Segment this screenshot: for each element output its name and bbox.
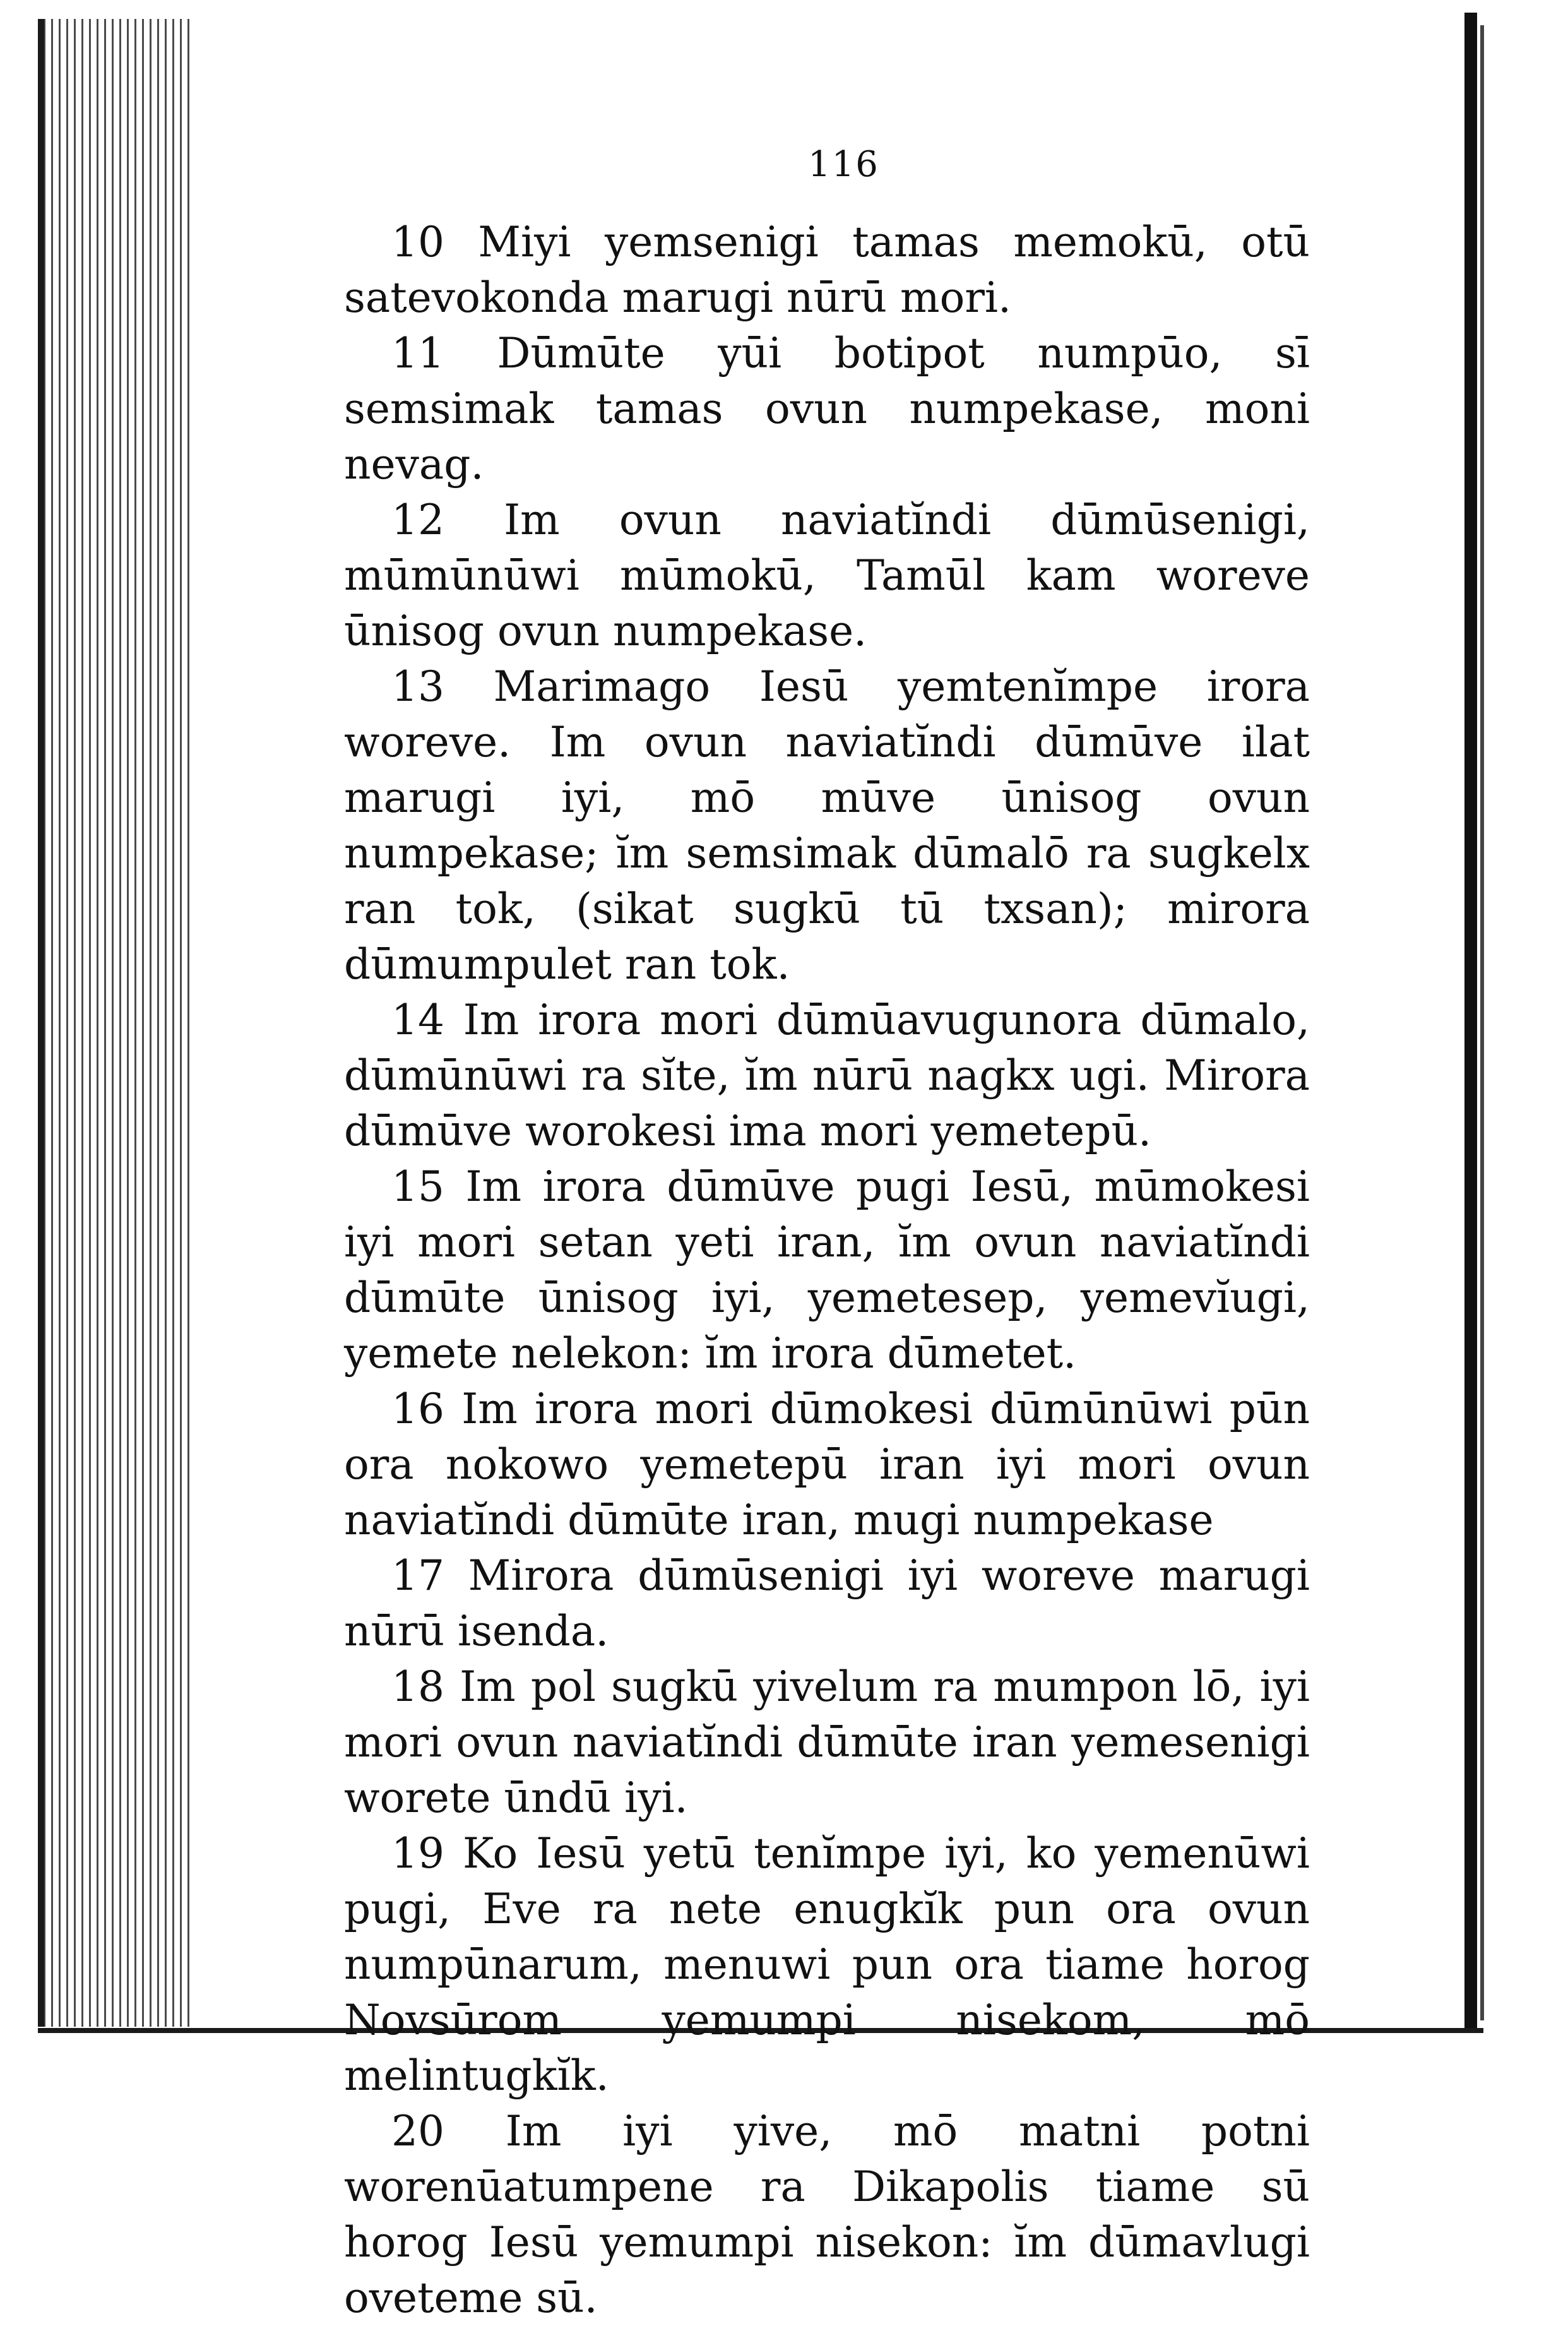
verse-20: 20 Im iyi yive, mō matni potni worenūatumpene ra Dikapolis tiame sū horog Iesū yemumpi nisekon: ĭm dūmavlugi oveteme sū. (344, 2107, 1310, 2322)
verse-10: 10 Miyi yemsenigi tamas memokū, otū satevokonda marugi nūrū mori. (344, 218, 1310, 322)
verse-15: 15 Im irora dūmūve pugi Iesū, mūmokesi iyi mori setan yeti iran, ĭm ovun naviatĭndi dūmūte ūnisog iyi, yemetesep, yemevĭugi, yemete nelekon: ĭm irora dūmetet. (344, 1162, 1310, 1378)
book-cover-edge (38, 19, 44, 2027)
verse-18: 18 Im pol sugkū yivelum ra mumpon lō, iyi mori ovun naviatĭndi dūmūte iran yemesenigi worete ūndū iyi. (344, 1662, 1310, 1822)
verse-11: 11 Dūmūte yūi botipot numpūo, sī semsimak tamas ovun numpekase, moni nevag. (344, 329, 1310, 489)
verse-14: 14 Im irora mori dūmūavugunora dūmalo, dūmūnūwi ra sĭte, ĭm nūrū nagkx ugi. Mirora dūmūve worokesi ima mori yemetepū. (344, 996, 1310, 1155)
text-body (344, 215, 1310, 2326)
binding-gutter-line (1480, 25, 1484, 2020)
page-number: 116 (808, 144, 879, 185)
binding-gutter (1464, 13, 1477, 2033)
verse-13: 13 Marimago Iesū yemtenĭmpe irora woreve. Im ovun naviatĭndi dūmūve ilat marugi iyi, mō mūve ūnisog ovun numpekase; ĭm semsimak dūmalō ra sugkelx ran tok, (sikat sugkū tū txsan); mirora dūmumpulet ran tok. (344, 662, 1310, 989)
verse-12: 12 Im ovun naviatĭndi dūmūsenigi, mūmūnūwi mūmokū, Tamūl kam woreve ūnisog ovun numpekase. (344, 496, 1310, 655)
page-stack-edge (38, 19, 189, 2027)
verse-19: 19 Ko Iesū yetū tenĭmpe iyi, ko yemenūwi pugi, Eve ra nete enugkĭk pun ora ovun numpūnarum, menuwi pun ora tiame horog Novsūrom yemumpi nisekom, mō melintugkĭk. (344, 1829, 1310, 2100)
verse-16: 16 Im irora mori dūmokesi dūmūnūwi pūn ora nokowo yemetepū iran iyi mori ovun naviatĭndi dūmūte iran, mugi numpekase (344, 1385, 1310, 1544)
verse-17: 17 Mirora dūmūsenigi iyi woreve marugi nūrū isenda. (344, 1551, 1310, 1655)
